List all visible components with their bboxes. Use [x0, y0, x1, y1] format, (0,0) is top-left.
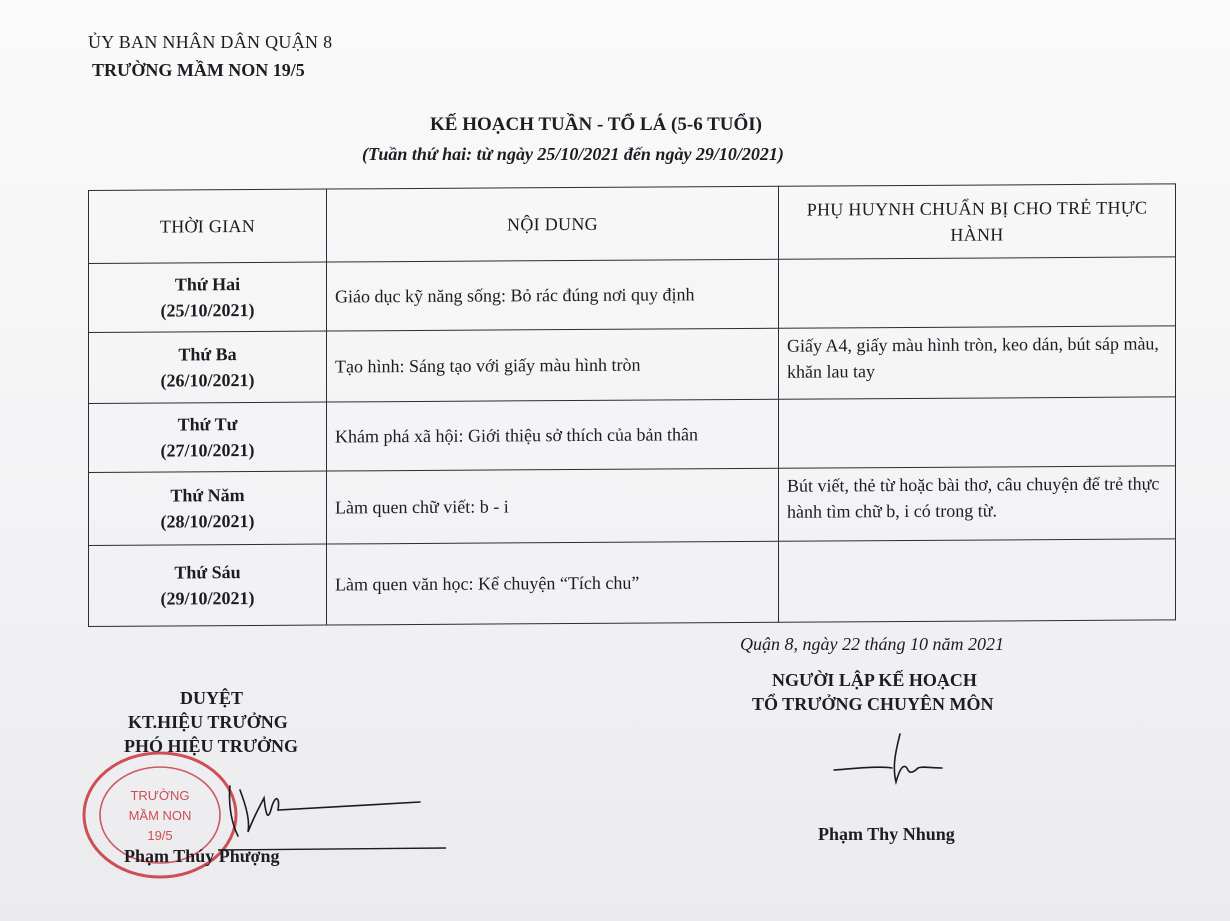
header-prep: PHỤ HUYNH CHUẨN BỊ CHO TRẺ THỰC HÀNH	[779, 184, 1176, 259]
time-cell	[89, 471, 327, 545]
table-row	[89, 466, 1176, 546]
content-cell: Làm quen văn học: Kể chuyện “Tích chu”	[327, 541, 779, 625]
table-row	[89, 397, 1176, 473]
date-label: (26/10/2021)	[160, 369, 255, 391]
stamp-text-line1: TRƯỜNG	[130, 788, 190, 803]
stamp-text-line3: 19/5	[147, 828, 173, 843]
prep-cell: Giấy A4, giấy màu hình tròn, keo dán, bút sáp màu, khăn lau tay	[779, 326, 1176, 399]
day-label: Thứ Sáu	[174, 561, 241, 583]
content-cell: Khám phá xã hội: Giới thiệu sở thích của bản thân	[327, 399, 779, 471]
content-cell: Giáo dục kỹ năng sống: Bỏ rác đúng nơi quy định	[327, 259, 779, 331]
authority-name: ỦY BAN NHÂN DÂN QUẬN 8	[88, 32, 333, 52]
table-row	[89, 257, 1176, 333]
time-cell	[89, 544, 327, 627]
prep-cell	[779, 397, 1176, 468]
date-label: (28/10/2021)	[160, 510, 255, 532]
approver-signature	[210, 776, 450, 856]
approver-role: KT.HIỆU TRƯỞNG	[128, 712, 288, 732]
stamp-text-line2: MẦM NON	[128, 808, 192, 823]
day-label: Thứ Hai	[174, 273, 241, 295]
approval-label: DUYỆT	[180, 688, 244, 708]
date-label: (27/10/2021)	[160, 439, 255, 461]
approver-name: Phạm Thúy Phượng	[124, 846, 280, 866]
school-name: TRƯỜNG MẦM NON 19/5	[92, 60, 305, 80]
date-label: (29/10/2021)	[160, 587, 255, 609]
prep-cell	[779, 539, 1176, 623]
document-title: KẾ HOẠCH TUẦN - TỔ LÁ (5-6 TUỔI)	[430, 114, 763, 135]
header-content: NỘI DUNG	[327, 186, 779, 262]
table-header-row	[89, 184, 1176, 264]
prep-cell	[779, 257, 1176, 328]
planner-name: Phạm Thy Nhung	[818, 824, 955, 844]
planner-signature	[830, 728, 950, 788]
planner-position: TỔ TRƯỞNG CHUYÊN MÔN	[752, 694, 994, 714]
approver-position: PHÓ HIỆU TRƯỞNG	[124, 736, 299, 756]
place-and-date: Quận 8, ngày 22 tháng 10 năm 2021	[740, 634, 1004, 654]
header-time: THỜI GIAN	[89, 189, 327, 263]
time-cell	[89, 262, 327, 332]
day-label: Thứ Ba	[178, 343, 237, 365]
prep-cell: Bút viết, thẻ từ hoặc bài thơ, câu chuyện để trẻ thực hành tìm chữ b, i có trong từ.	[779, 466, 1176, 541]
date-label: (25/10/2021)	[160, 299, 255, 321]
table-row	[89, 326, 1176, 404]
time-cell	[89, 402, 327, 472]
day-label: Thứ Năm	[170, 484, 245, 506]
weekly-plan-table	[88, 183, 1176, 627]
table-row	[89, 539, 1176, 627]
planner-title: NGƯỜI LẬP KẾ HOẠCH	[772, 670, 977, 690]
content-cell: Làm quen chữ viết: b - i	[327, 468, 779, 544]
time-cell	[89, 331, 327, 403]
content-cell: Tạo hình: Sáng tạo với giấy màu hình tròn	[327, 328, 779, 402]
document-subtitle: (Tuần thứ hai: từ ngày 25/10/2021 đến ngày 29/10/2021)	[362, 144, 784, 164]
day-label: Thứ Tư	[177, 413, 238, 435]
plan-table-wrapper	[88, 183, 1176, 627]
